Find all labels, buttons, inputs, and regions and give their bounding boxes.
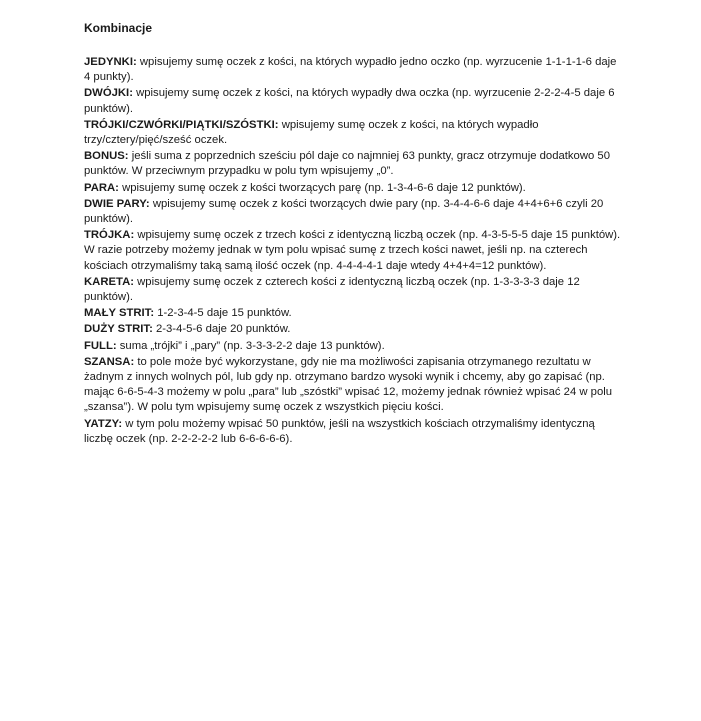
entry-term: MAŁY STRIT:	[84, 307, 155, 320]
entry-text: 2-3-4-5-6 daje 20 punktów.	[152, 323, 291, 336]
entry-text: wpisujemy sumę oczek z kości, na których wypadło trzy/cztery/pięć/sześć oczek.	[84, 118, 539, 147]
entry-szansa	[84, 355, 624, 416]
entry-term: PARA:	[84, 181, 119, 194]
entry-term: TRÓJKA:	[84, 229, 135, 242]
entry-jedynki	[84, 55, 624, 85]
entry-text: wpisujemy sumę oczek z kości, na których wypadło jedno oczko (np. wyrzucenie 1-1-1-1-6 daje 4 punkty).	[84, 56, 617, 84]
entry-term: DWÓJKI:	[84, 87, 133, 100]
entry-text: wpisujemy sumę oczek z kości tworzących parę (np. 1-3-4-6-6 daje 12 punktów).	[118, 181, 526, 194]
entry-dwojki	[84, 86, 624, 116]
entry-text: suma „trójki” i „pary” (np. 3-3-3-2-2 daje 13 punktów).	[116, 339, 385, 352]
entry-text: wpisujemy sumę oczek z kości tworzących dwie pary (np. 3-4-4-6-6 daje 4+4+6+6 czyli 20 punktów).	[84, 197, 604, 226]
entry-text: jeśli suma z poprzednich sześciu pól daje co najmniej 63 punkty, gracz otrzymuje dodatkowo 50 punktów. W przeciwnym przypadku w polu tym wpisujemy „0”.	[84, 150, 610, 178]
entry-bonus	[84, 149, 624, 179]
document-title: Kombinacje	[84, 21, 153, 35]
entry-term: DUŻY STRIT:	[84, 323, 153, 336]
entry-full	[84, 339, 624, 354]
entry-text: wpisujemy sumę oczek z czterech kości z identyczną liczbą oczek (np. 1-3-3-3-3 daje 12 punktów).	[84, 275, 580, 304]
entry-term: SZANSA:	[84, 355, 135, 368]
entry-yatzy	[84, 417, 624, 447]
entry-text: wpisujemy sumę oczek z trzech kości z identyczną liczbą oczek (np. 4-3-5-5-5 daje 15 punktów). W razie potrzeby możemy jednak w tym polu wpisać sumę z trzech kości nawet, jeśli np. na czterech kościach otrzymaliśmy taką samą ilość oczek (np. 4-4-4-4-1 daje wtedy 4+4+4=12 punktów).	[84, 229, 621, 272]
entry-term: DWIE PARY:	[84, 197, 150, 210]
entry-term: KARETA:	[84, 275, 134, 288]
entry-trojki-szostki	[84, 118, 624, 148]
entry-text: 1-2-3-4-5 daje 15 punktów.	[154, 307, 292, 320]
entry-term: TRÓJKI/CZWÓRKI/PIĄTKI/SZÓSTKI:	[84, 118, 279, 131]
entry-term: YATZY:	[84, 417, 123, 430]
entry-duzy-strit	[84, 322, 624, 337]
document-body	[84, 55, 624, 448]
entry-text: to pole może być wykorzystane, gdy nie ma możliwości zapisania otrzymanego rezultatu w żadnym z innych wolnych pól, lub gdy np. otrzymano bardzo wysoki wynik i chcemy, aby go zapisać (np. mając 6-6-5-4-3 możemy w polu „para” lub „szóstki” wpisać 12, możemy jednak również wpisać 24 w polu „szansa”). W polu tym wpisujemy sumę oczek z wszystkich pięciu kości.	[84, 355, 613, 414]
entry-term: JEDYNKI:	[84, 56, 137, 68]
entry-term: BONUS:	[84, 150, 129, 163]
entry-dwie-pary	[84, 197, 624, 227]
entry-term: FULL:	[84, 339, 117, 352]
entry-trojka	[84, 228, 624, 274]
entry-text: wpisujemy sumę oczek z kości, na których wypadły dwa oczka (np. wyrzucenie 2-2-2-4-5 daje 6 punktów).	[84, 87, 615, 115]
entry-para	[84, 181, 624, 196]
entry-kareta	[84, 275, 624, 305]
entry-maly-strit	[84, 306, 624, 321]
entry-text: w tym polu możemy wpisać 50 punktów, jeśli na wszystkich kościach otrzymaliśmy identyczną liczbę oczek (np. 2-2-2-2-2 lub 6-6-6-6-6).	[84, 417, 595, 445]
